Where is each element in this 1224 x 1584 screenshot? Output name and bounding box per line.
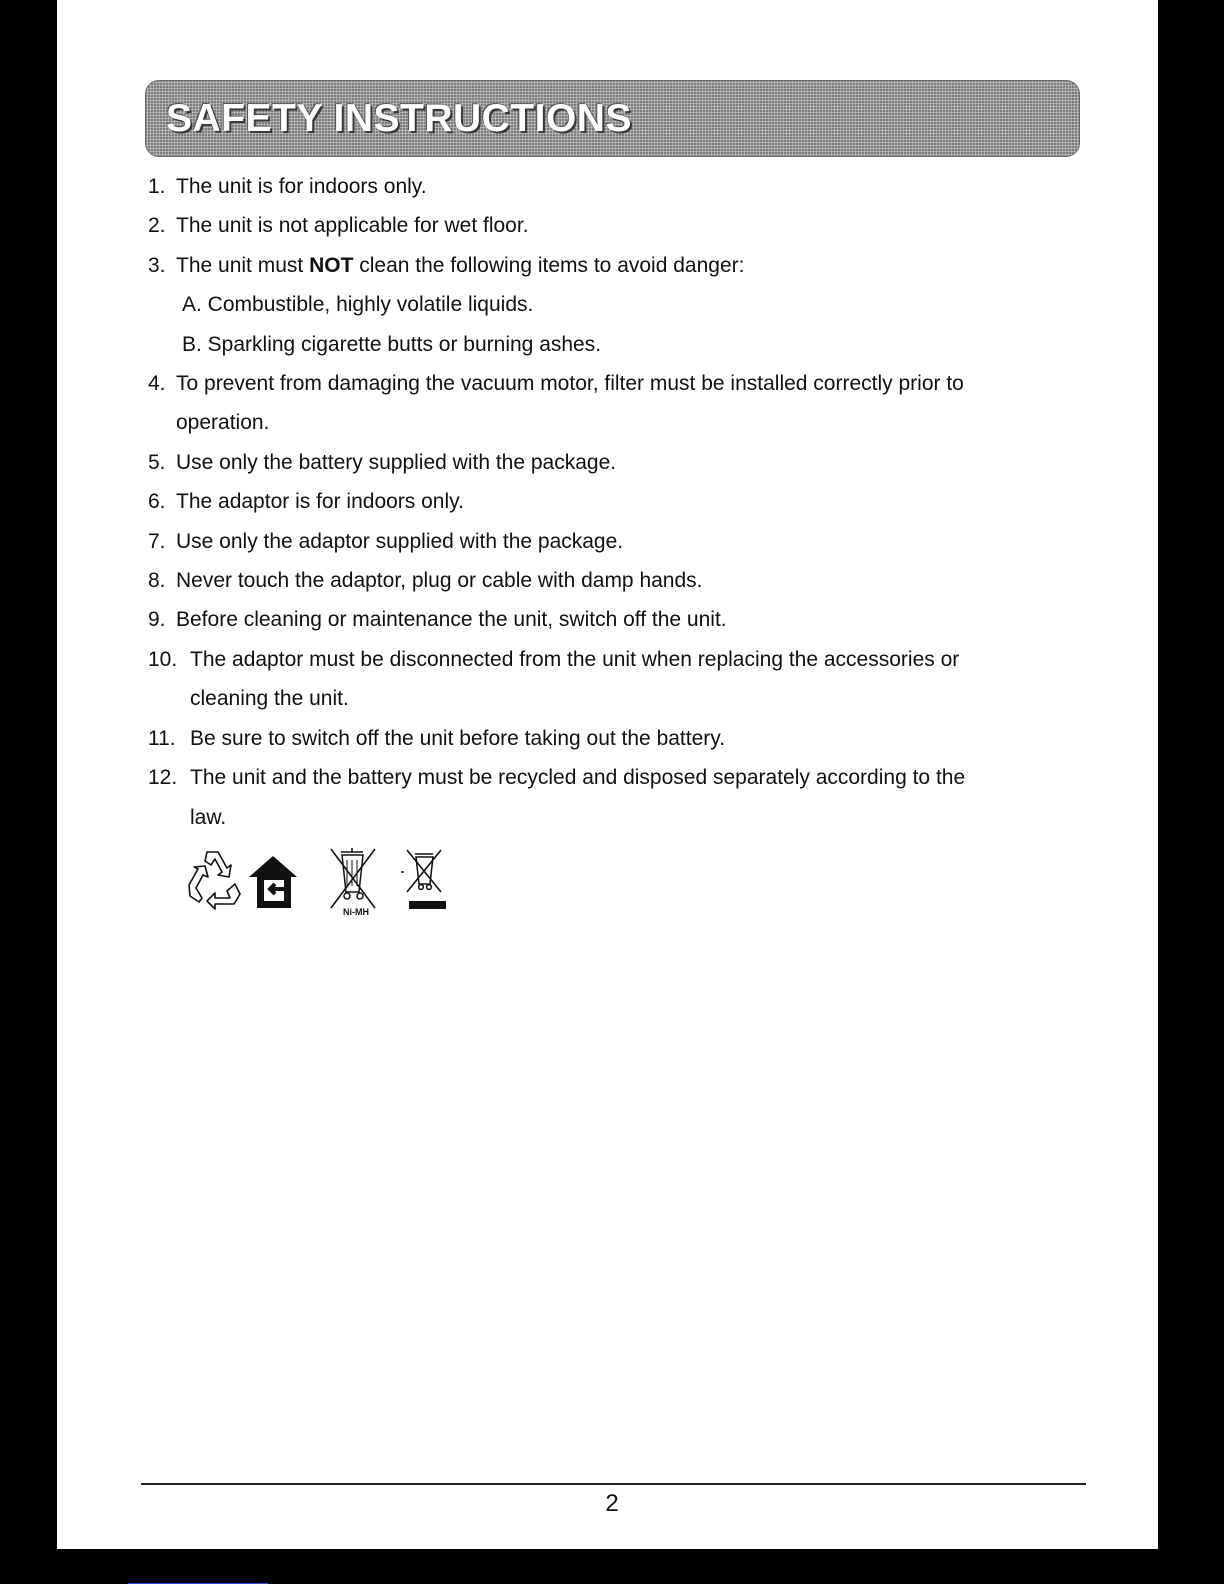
instruction-item-10: 10. The adaptor must be disconnected from the unit when replacing the accessories or — [148, 647, 960, 671]
instruction-item-8: 8. Never touch the adaptor, plug or cable with damp hands. — [148, 569, 703, 593]
instruction-item-12: 12. The unit and the battery must be recycled and disposed separately according to the — [148, 766, 966, 790]
weee-bar — [409, 901, 446, 909]
section-header-bar — [145, 80, 1080, 157]
instruction-item-12-continued: law. — [190, 805, 227, 829]
instruction-item-6: 6. The adaptor is for indoors only. — [148, 490, 464, 514]
battery-disposal-icon — [331, 848, 404, 908]
instruction-item-3: 3. The unit must NOT clean the following items to avoid danger: — [148, 253, 745, 277]
instruction-item-4-continued: operation. — [176, 411, 270, 435]
instruction-item-5: 5. Use only the battery supplied with the package. — [148, 450, 617, 474]
indoor-use-icon — [249, 856, 297, 908]
instruction-item-7: 7. Use only the adaptor supplied with the package. — [148, 529, 624, 553]
instruction-subitem-a: A. Combustible, highly volatile liquids. — [182, 293, 534, 317]
battery-type-label: Ni-MH — [343, 907, 369, 917]
instruction-item-9: 9. Before cleaning or maintenance the unit, switch off the unit. — [148, 608, 727, 632]
disposal-symbols — [185, 846, 465, 918]
manual-page — [57, 0, 1158, 1549]
safety-instructions-list — [148, 167, 1128, 837]
recycle-icon — [189, 852, 240, 909]
emphasis-not: NOT — [309, 253, 354, 277]
instruction-item-4: 4. To prevent from damaging the vacuum motor, filter must be installed correctly prior to — [148, 372, 964, 396]
instruction-item-11: 11. Be sure to switch off the unit before taking out the battery. — [148, 726, 726, 750]
instruction-item-10-continued: cleaning the unit. — [190, 687, 349, 711]
instruction-item-1: 1. The unit is for indoors only. — [148, 175, 427, 198]
page-number: 2 — [605, 1490, 619, 1517]
instruction-subitem-b: B. Sparkling cigarette butts or burning ashes. — [182, 332, 602, 356]
instruction-item-2: 2. The unit is not applicable for wet floor. — [148, 214, 529, 238]
section-title: SAFETY INSTRUCTIONS — [166, 97, 632, 140]
footer-divider — [141, 1483, 1086, 1485]
weee-bin-icon — [407, 848, 465, 892]
